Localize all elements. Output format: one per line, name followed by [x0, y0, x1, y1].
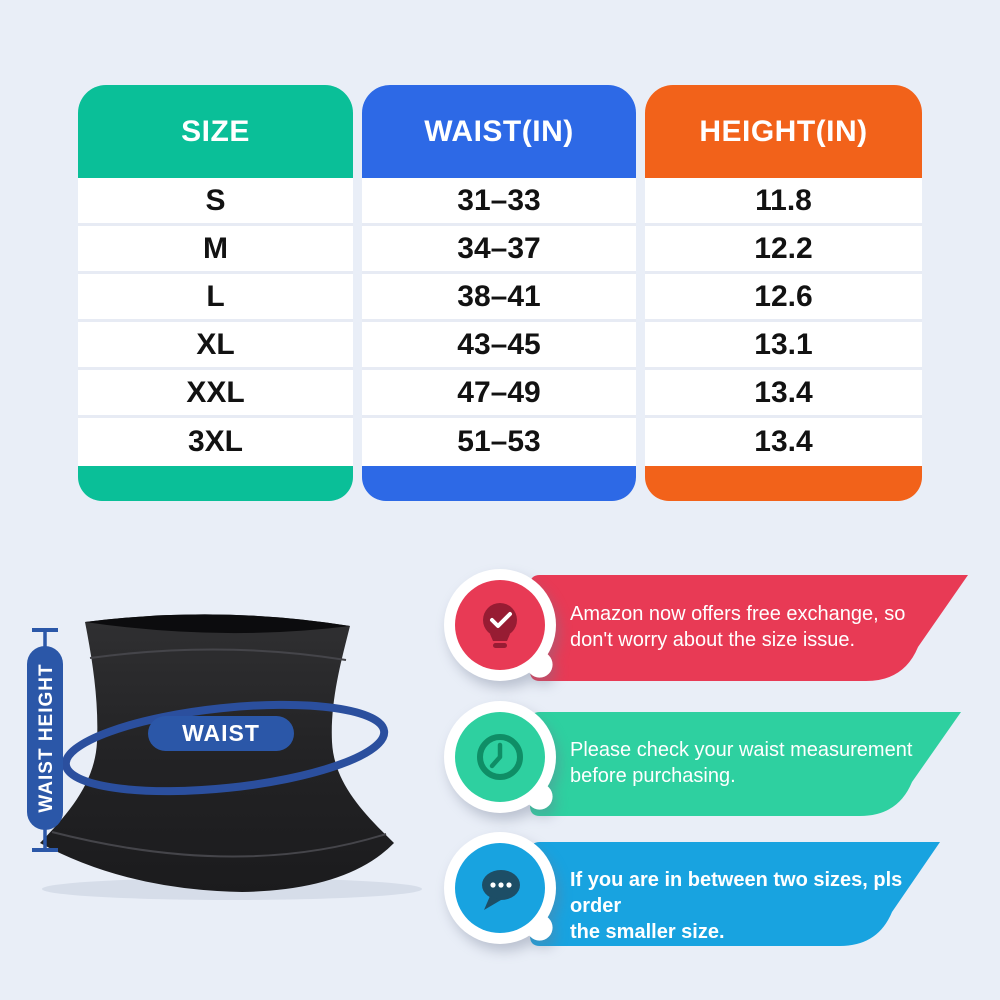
check-measurement-line2: before purchasing. — [570, 765, 736, 787]
free-exchange-line2: don't worry about the size issue. — [570, 629, 856, 651]
check-measurement-text — [570, 737, 940, 789]
waist-height-label: WAIST HEIGHT — [36, 663, 57, 813]
free-exchange-line1: Amazon now offers free exchange, so — [570, 603, 906, 625]
free-exchange-text — [570, 601, 940, 653]
table-cell-height-xxl: 13.4 — [645, 370, 922, 418]
table-cell-waist-xl: 43–45 — [362, 322, 636, 370]
waist-column-header: WAIST(IN) — [362, 85, 636, 178]
waist-trainer-silhouette — [40, 614, 394, 892]
height-column-footer — [645, 466, 922, 501]
size-table — [78, 85, 923, 501]
chat-dots-icon — [443, 831, 573, 961]
table-cell-height-3xl: 13.4 — [645, 418, 922, 466]
clock-icon — [443, 700, 573, 830]
waist-column-footer — [362, 466, 636, 501]
size-column-header: SIZE — [78, 85, 353, 178]
waist-trainer-diagram — [10, 600, 440, 900]
between-sizes-line2: the smaller size. — [570, 921, 725, 943]
table-cell-waist-l: 38–41 — [362, 274, 636, 322]
table-cell-size-3xl: 3XL — [78, 418, 353, 466]
between-sizes-line1: If you are in between two sizes, pls order — [570, 869, 903, 917]
size-column — [78, 85, 353, 501]
between-sizes-text — [570, 867, 940, 945]
table-cell-waist-xxl: 47–49 — [362, 370, 636, 418]
height-column — [645, 85, 922, 501]
table-cell-size-s: S — [78, 178, 353, 226]
table-cell-waist-s: 31–33 — [362, 178, 636, 226]
height-column-header: HEIGHT(IN) — [645, 85, 922, 178]
table-cell-size-l: L — [78, 274, 353, 322]
table-cell-waist-3xl: 51–53 — [362, 418, 636, 466]
table-cell-height-xl: 13.1 — [645, 322, 922, 370]
table-cell-size-xl: XL — [78, 322, 353, 370]
waist-column — [362, 85, 636, 501]
check-measurement-line1: Please check your waist measurement — [570, 739, 913, 761]
table-cell-height-s: 11.8 — [645, 178, 922, 226]
table-cell-height-m: 12.2 — [645, 226, 922, 274]
lightbulb-check-icon — [443, 568, 573, 698]
table-cell-size-xxl: XXL — [78, 370, 353, 418]
table-cell-waist-m: 34–37 — [362, 226, 636, 274]
size-column-footer — [78, 466, 353, 501]
table-cell-height-l: 12.6 — [645, 274, 922, 322]
waist-label: WAIST — [182, 720, 260, 746]
table-cell-size-m: M — [78, 226, 353, 274]
